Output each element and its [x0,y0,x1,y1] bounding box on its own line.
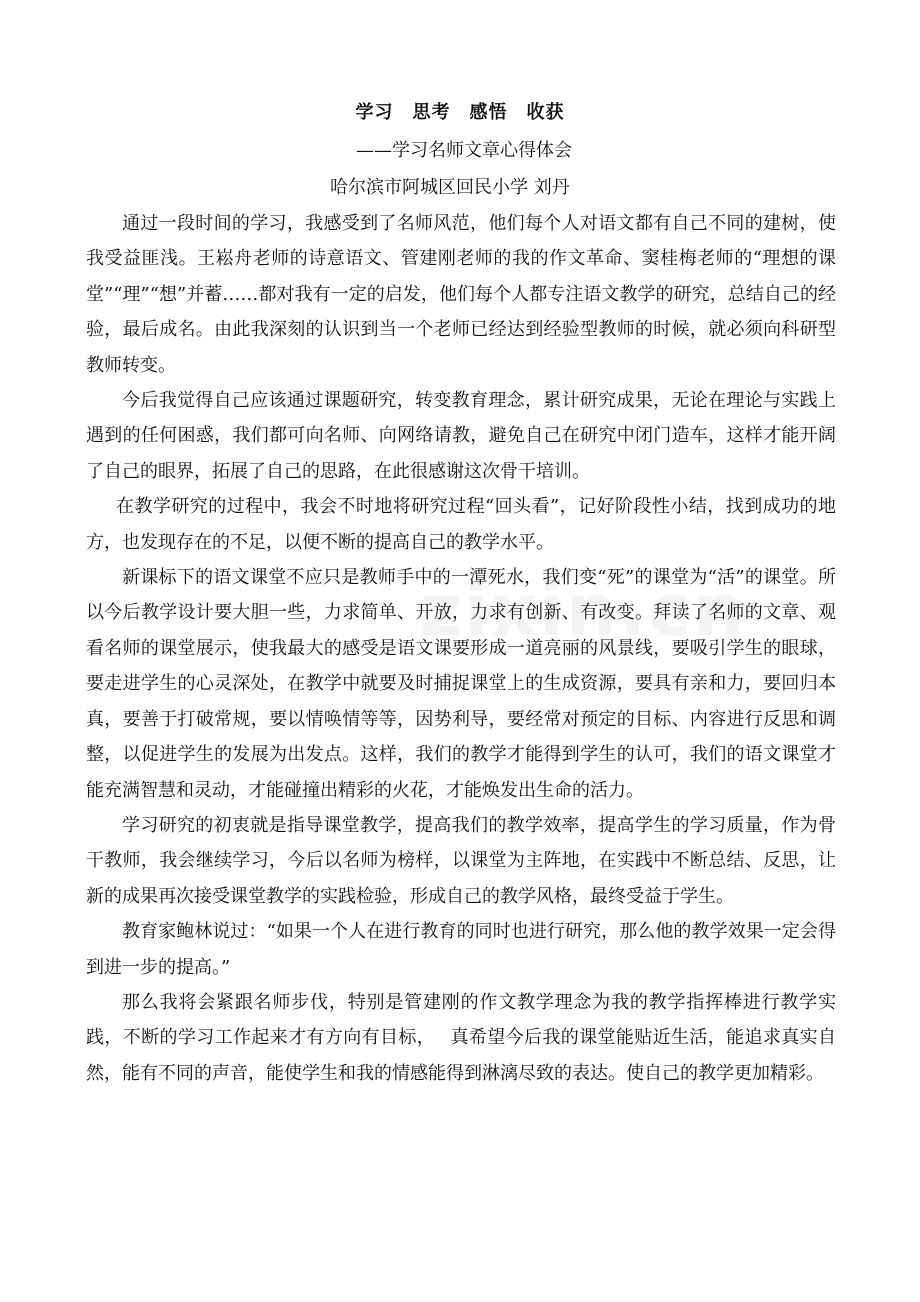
paragraph-6: 教育家鲍林说过：“如果一个人在进行教育的同时也进行研究，那么他的教学效果一定会得到进一步的提高。” [86,921,836,978]
paragraph-5: 学习研究的初衷就是指导课堂教学，提高我们的教学效率，提高学生的学习质量，作为骨干教师，我会继续学习，今后以名师为榜样，以课堂为主阵地，在实践中不断总结、反思，让新的成果再次接受课堂教学的实践检验，形成自己的教学风格，最终受益于学生。 [86,814,836,907]
document-subtitle: ——学习名师文章心得体会 [356,140,572,161]
paragraph-2: 今后我觉得自己应该通过课题研究，转变教育理念，累计研究成果，无论在理论与实践上遇到的任何困惑，我们都可向名师、向网络请教，避免自己在研究中闭门造车，这样才能开阔了自己的眼界，拓展了自己的思路，在此很感谢这次骨干培训。 [86,390,836,482]
document-title: 学习 思考 感悟 收获 [355,102,565,123]
paragraph-3: 在教学研究的过程中，我会不时地将研究过程“回头看”，记好阶段性小结，找到成功的地方，也发现存在的不足，以便不断的提高自己的教学水平。 [86,496,836,553]
paragraph-1: 通过一段时间的学习，我感受到了名师风范，他们每个人对语文都有自己不同的建树，使我受益匪浅。王崧舟老师的诗意语文、管建刚老师的我的作文革命、窦桂梅老师的“理想的课堂”“理”“想”并蓄……都对我有一定的启发，他们每个人都专注语文教学的研究，总结自己的经验，最后成名。由此我深刻的认识到当一个老师已经达到经验型教师的时候，就必须向科研型教师转变。 [86,213,836,376]
paragraph-4: 新课标下的语文课堂不应只是教师手中的一潭死水，我们变“死”的课堂为“活”的课堂。所以今后教学设计要大胆一些，力求简单、开放，力求有创新、有改变。拜读了名师的文章、观看名师的课堂展示，使我最大的感受是语文课要形成一道亮丽的风景线，要吸引学生的眼球，要走进学生的心灵深处，在教学中就要及时捕捉课堂上的生成资源，要具有亲和力，要回归本真，要善于打破常规，要以情唤情等等，因势利导，要经常对预定的目标、内容进行反思和调整，以促进学生的发展为出发点。这样，我们的教学才能得到学生的认可，我们的语文课堂才能充满智慧和灵动，才能碰撞出精彩的火花，才能焕发出生命的活力。 [86,567,836,801]
paragraph-7: 那么我将会紧跟名师步伐，特别是管建刚的作文教学理念为我的教学指挥棒进行教学实践，不断的学习工作起来才有方向有目标， 真希望今后我的课堂能贴近生活，能追求真实自然，能有不同的声音，能使学生和我的情感能得到淋漓尽致的表达。使自己的教学更加精彩。 [86,991,836,1084]
document-body [86,206,836,1091]
document-author: 哈尔滨市阿城区回民小学 刘丹 [330,177,570,198]
